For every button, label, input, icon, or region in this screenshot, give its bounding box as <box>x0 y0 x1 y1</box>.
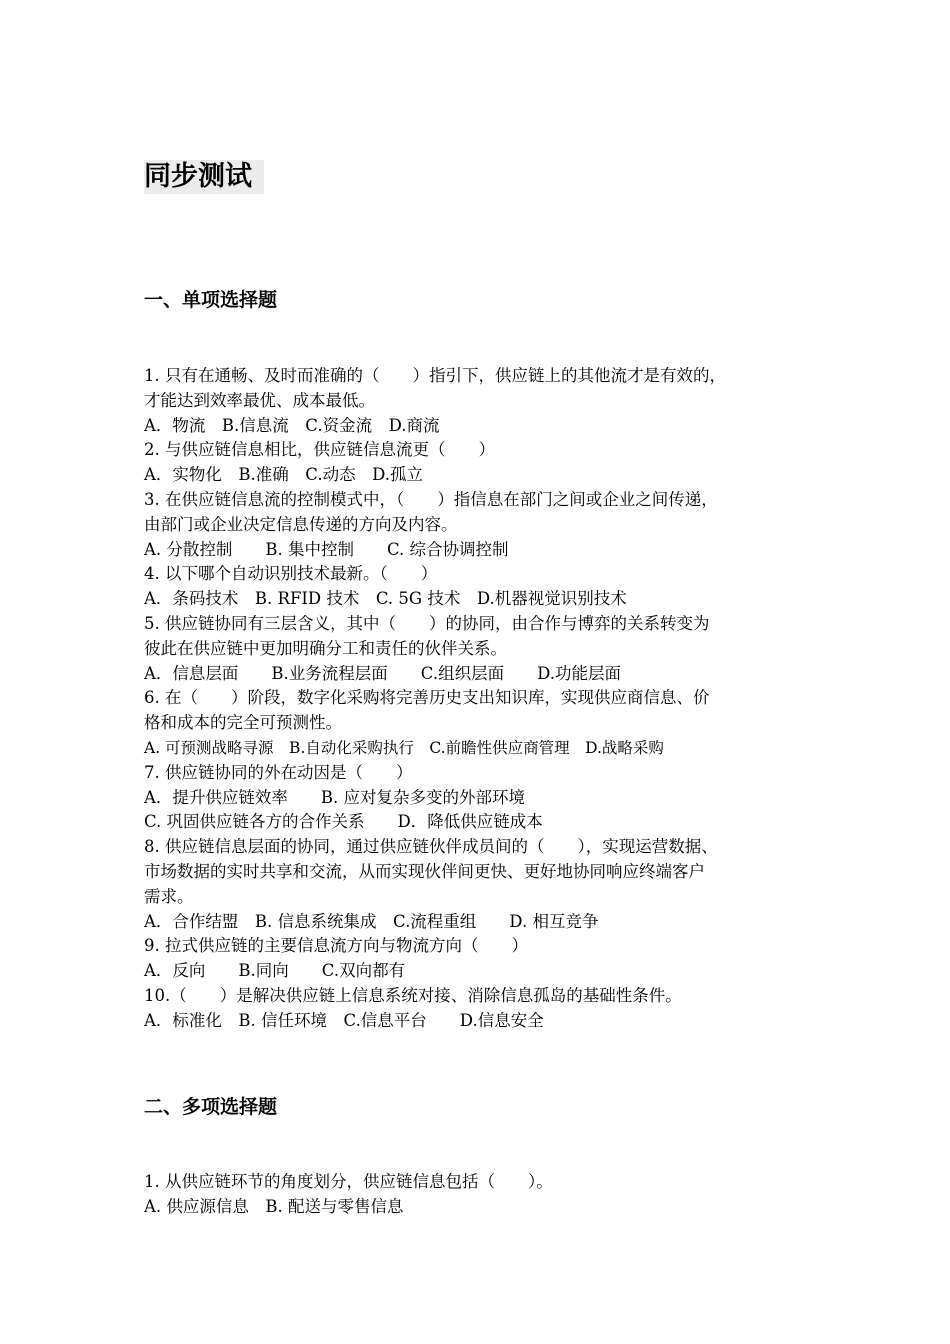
question-line: 需求。 <box>144 886 194 906</box>
options-line: A．物流 B.信息流 C.资金流 D.商流 <box>144 415 440 435</box>
question-line: 市场数据的实时共享和交流，从而实现伙伴间更快、更好地协同响应终端客户 <box>144 861 705 881</box>
question-line: 2. 与供应链信息相比，供应链信息流更（ ） <box>144 440 495 460</box>
question-line: 7. 供应链协同的外在动因是（ ） <box>144 762 413 782</box>
question-line: 6. 在（ ）阶段，数字化采购将完善历史支出知识库，实现供应商信息、价 <box>144 688 710 708</box>
page-title: 同步测试 <box>144 160 264 194</box>
question-line: 格和成本的完全可预测性。 <box>144 713 342 733</box>
multiple-choice-questions <box>144 1170 834 1220</box>
question-line: 1. 从供应链环节的角度划分，供应链信息包括（ ）。 <box>144 1172 553 1191</box>
question-line: 1. 只有在通畅、及时而准确的（ ）指引下，供应链上的其他流才是有效的， <box>144 366 726 385</box>
question-line: 9. 拉式供应链的主要信息流方向与物流方向（ ） <box>144 936 528 956</box>
options-line: A. 分散控制 B. 集中控制 C. 综合协调控制 <box>144 539 509 559</box>
single-choice-questions <box>144 364 834 1034</box>
options-line: A．信息层面 B.业务流程层面 C.组织层面 D.功能层面 <box>144 663 621 683</box>
options-line: A．合作结盟 B. 信息系统集成 C.流程重组 D. 相互竞争 <box>144 911 599 931</box>
question-line: 4. 以下哪个自动识别技术最新。（ ） <box>144 564 438 584</box>
options-line: C. 巩固供应链各方的合作关系 D．降低供应链成本 <box>144 812 543 832</box>
options-line: A．反向 B.同向 C.双向都有 <box>144 961 406 981</box>
question-line: 5. 供应链协同有三层含义，其中（ ）的协同，由合作与博弈的关系转变为 <box>144 613 710 633</box>
question-line: 3. 在供应链信息流的控制模式中，（ ）指信息在部门之间或企业之间传递， <box>144 489 718 509</box>
options-line: A．实物化 B.准确 C.动态 D.孤立 <box>144 465 423 485</box>
options-line: A．标准化 B. 信任环境 C.信息平台 D.信息安全 <box>144 1010 544 1030</box>
section-heading-single-choice: 一、单项选择题 <box>144 289 278 311</box>
question-line: 由部门或企业决定信息传递的方向及内容。 <box>144 514 458 534</box>
question-line: 彼此在供应链中更加明确分工和责任的伙伴关系。 <box>144 638 507 658</box>
options-line: A．条码技术 B. RFID 技术 C. 5G 技术 D.机器视觉识别技术 <box>144 589 627 609</box>
options-line: A. 可预测战略寻源 B.自动化采购执行 C.前瞻性供应商管理 D.战略采购 <box>144 738 664 757</box>
question-line: 才能达到效率最优、成本最低。 <box>144 390 375 410</box>
question-line: 10.（ ）是解决供应链上信息系统对接、消除信息孤岛的基础性条件。 <box>144 985 682 1005</box>
question-line: 8. 供应链信息层面的协同，通过供应链伙伴成员间的（ ），实现运营数据、 <box>144 837 718 857</box>
section-heading-multiple-choice: 二、多项选择题 <box>144 1096 278 1118</box>
options-line: A．提升供应链效率 B. 应对复杂多变的外部环境 <box>144 787 526 807</box>
options-line: A. 供应源信息 B. 配送与零售信息 <box>144 1196 404 1216</box>
